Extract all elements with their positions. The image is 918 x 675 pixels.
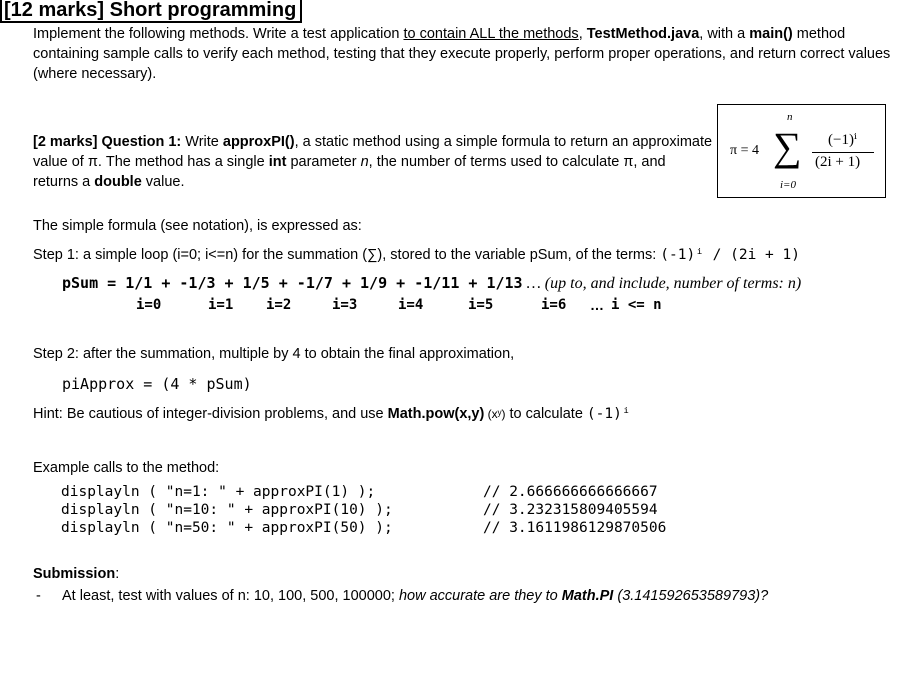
sigma-symbol: ∑ — [773, 124, 802, 169]
math-pi: Math.PI — [561, 588, 614, 604]
question-text-4: , the number of terms used to calculate π, and returns a — [33, 154, 666, 190]
intro-paragraph — [33, 24, 893, 84]
index-6: i=6 — [541, 297, 567, 313]
example-result-1: // 2.666666666666667 — [483, 484, 658, 500]
hint-power: (xʸ) — [484, 407, 506, 421]
index-ellipsis: … — [590, 297, 604, 313]
intro-text-1: Implement the following methods. Write a test application — [33, 26, 404, 42]
submission-text — [62, 588, 768, 604]
question-text-5: value. — [141, 174, 185, 190]
index-3: i=3 — [332, 297, 358, 313]
intro-link-text: to contain ALL the methods — [403, 26, 579, 42]
submission-text-1: At least, test with values of n: 10, 100, 500, 100000; — [62, 588, 399, 604]
sum-lower-bound: i=0 — [780, 179, 796, 191]
section-heading: [12 marks] Short programming — [0, 0, 302, 23]
intro-text-4: method containing sample calls to verify each method, testing that they execute properly, perform proper operations, and return correct values (where necessary). — [33, 26, 891, 82]
double-keyword: double — [94, 174, 142, 190]
intro-text-3: , with a — [699, 26, 750, 42]
example-label: Example calls to the method: — [33, 460, 220, 476]
step-1-term: (-1)ⁱ / (2i + 1) — [660, 247, 800, 263]
step-2-text: Step 2: after the summation, multiple by 4 to obtain the final approximation, — [33, 346, 515, 362]
question-marks: [2 marks] Question 1: — [33, 134, 182, 150]
index-1: i=1 — [208, 297, 234, 313]
example-call-1: displayln ( "n=1: " + approxPI(1) ); — [61, 484, 376, 500]
index-0: i=0 — [136, 297, 162, 313]
intro-text-2: , — [578, 26, 587, 42]
index-5: i=5 — [468, 297, 494, 313]
hint-text-2: to calculate — [505, 406, 587, 422]
question-text-1: Write — [181, 134, 223, 150]
submission-bullet: - — [36, 588, 41, 604]
sum-upper-bound: n — [787, 111, 793, 123]
submission-label: Submission — [33, 566, 116, 582]
class-name: TestMethod.java — [586, 26, 700, 42]
submission-colon: : — [115, 566, 120, 582]
hint-method: Math.pow(x,y) — [387, 406, 485, 422]
fraction-bar — [812, 152, 874, 153]
submission-text-2: how accurate are they to — [398, 588, 562, 604]
step-2-code: piApprox = (4 * pSum) — [62, 375, 252, 393]
question-text-2: , a static method using a simple formula to return an approximate value of π. The method has a single — [33, 134, 713, 170]
psum-row — [62, 274, 801, 293]
example-call-3: displayln ( "n=50: " + approxPI(50) ); — [61, 520, 393, 536]
step-1-text: Step 1: a simple loop (i=0; i<=n) for the summation (∑), stored to the variable pSum, of the terms: — [33, 247, 661, 263]
hint-text-1: Hint: Be cautious of integer-division problems, and use — [33, 406, 388, 422]
formula-denominator: (2i + 1) — [815, 154, 861, 170]
submission-text-3: (3.141592653589793)? — [613, 588, 769, 604]
index-last: i <= n — [611, 297, 662, 313]
example-call-2: displayln ( "n=10: " + approxPI(10) ); — [61, 502, 393, 518]
example-result-2: // 3.232315809405594 — [483, 502, 658, 518]
step-1 — [33, 247, 800, 263]
param-name: n — [360, 154, 369, 170]
main-method: main() — [749, 26, 793, 42]
index-2: i=2 — [266, 297, 292, 313]
formula-box — [717, 104, 886, 198]
notation-line: The simple formula (see notation), is expressed as: — [33, 218, 362, 234]
hint-code: (-1)ⁱ — [586, 406, 631, 422]
psum-code: pSum = 1/1 + -1/3 + 1/5 + -1/7 + 1/9 + -1/11 + 1/13 — [62, 274, 523, 292]
submission-heading — [33, 566, 119, 582]
method-name: approxPI() — [222, 134, 295, 150]
hint — [33, 406, 631, 422]
question-text-3: parameter — [286, 154, 361, 170]
formula-lhs: π = 4 — [730, 143, 759, 158]
formula-numerator: (−1)ⁱ — [828, 132, 857, 148]
question-1 — [33, 132, 713, 192]
example-result-3: // 3.1611986129870506 — [483, 520, 667, 536]
int-keyword: int — [268, 154, 287, 170]
index-4: i=4 — [398, 297, 424, 313]
psum-tail: … (up to, and include, number of terms: n) — [522, 275, 802, 292]
